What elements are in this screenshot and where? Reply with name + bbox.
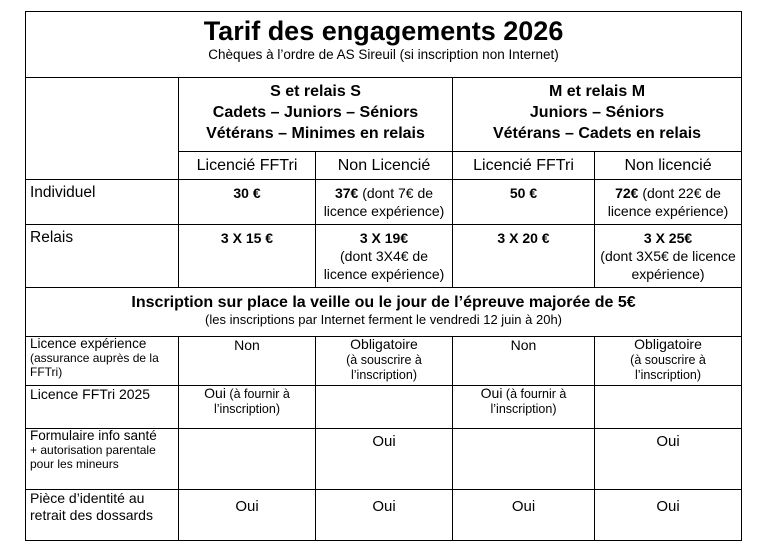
- group-s-header: [179, 78, 453, 152]
- group-m-line2: Juniors – Séniors: [529, 104, 665, 121]
- licence-exp-m-licencie: Non: [453, 337, 595, 386]
- group-m-line1: M et relais M: [549, 83, 646, 100]
- page-title: Tarif des engagements 2026: [203, 16, 564, 46]
- piece-id-s-non: Oui: [316, 490, 453, 541]
- formulaire-s-licencie: [179, 429, 316, 490]
- formulaire-m-non: Oui: [595, 429, 742, 490]
- individuel-m-non: [595, 180, 742, 225]
- licence-exp-s-non: [316, 337, 453, 386]
- row-label-licence-fftri: Licence FFTri 2025: [26, 386, 179, 429]
- row-piece-identite: [26, 490, 742, 541]
- formulaire-label: Formulaire info santé: [30, 428, 157, 443]
- row-label-licence-experience: [26, 337, 179, 386]
- relais-s-non: [316, 225, 453, 288]
- individuel-s-non-note: (dont 7€ de licence expérience): [323, 185, 445, 219]
- piece-id-m-licencie: Oui: [453, 490, 595, 541]
- individuel-m-licencie-value: 50 €: [509, 185, 538, 201]
- relais-m-licencie-value: 3 X 20 €: [497, 230, 550, 246]
- licence-fftri-s-licencie: [179, 386, 316, 429]
- individuel-m-licencie: [453, 180, 595, 225]
- licence-fftri-s-licencie-value: Oui: [204, 385, 226, 401]
- licence-exp-s-non-note: (à souscrire à l’inscription): [346, 353, 422, 382]
- group-m-line3: Vétérans – Cadets en relais: [492, 125, 702, 142]
- relais-m-non: [595, 225, 742, 288]
- title-cell: [26, 12, 742, 78]
- individuel-s-non: [316, 180, 453, 225]
- individuel-s-licencie: [179, 180, 316, 225]
- relais-m-non-value: 3 X 25€: [643, 230, 693, 246]
- licence-fftri-m-non: [595, 386, 742, 429]
- row-individuel: [26, 180, 742, 225]
- individuel-s-licencie-value: 30 €: [233, 185, 261, 201]
- empty-corner-cell: [26, 78, 179, 180]
- individuel-s-non-value: 37€: [334, 185, 359, 201]
- col-m-licencie: Licencié FFTri: [453, 152, 595, 180]
- group-s-line3: Vétérans – Minimes en relais: [206, 125, 425, 142]
- relais-m-non-note: (dont 3X5€ de licence expérience): [600, 248, 736, 282]
- late-registration-notice: [26, 288, 742, 337]
- licence-fftri-s-licencie-note: (à fournir à l’inscription): [214, 387, 290, 416]
- group-m-header: [453, 78, 742, 152]
- individuel-m-non-note: (dont 22€ de licence expérience): [607, 185, 729, 219]
- row-label-individuel: Individuel: [26, 180, 179, 225]
- licence-fftri-m-licencie-value: Oui: [480, 385, 503, 401]
- row-label-relais: Relais: [26, 225, 179, 288]
- tarif-table: [25, 11, 742, 541]
- individuel-m-non-value: 72€: [615, 185, 639, 201]
- page-subtitle: Chèques à l’ordre de AS Sireuil (si inscription non Internet): [208, 47, 559, 62]
- piece-id-s-licencie: Oui: [179, 490, 316, 541]
- licence-fftri-s-non: [316, 386, 453, 429]
- col-s-licencie: Licencié FFTri: [179, 152, 316, 180]
- formulaire-note: + autorisation parentale pour les mineurs: [30, 443, 156, 471]
- licence-fftri-m-licencie-note: (à fournir à l’inscription): [490, 387, 567, 416]
- relais-s-non-note: (dont 3X4€ de licence expérience): [323, 248, 445, 282]
- relais-s-licencie-value: 3 X 15 €: [220, 230, 274, 246]
- licence-exp-m-non-value: Obligatoire: [634, 336, 702, 352]
- licence-exp-s-non-value: Obligatoire: [350, 336, 418, 352]
- licence-exp-m-non-note: (à souscrire à l’inscription): [630, 353, 706, 382]
- relais-s-licencie: [179, 225, 316, 288]
- formulaire-s-non: Oui: [316, 429, 453, 490]
- col-m-non-licencie: Non licencié: [595, 152, 742, 180]
- row-formulaire-sante: [26, 429, 742, 490]
- group-s-line1: S et relais S: [270, 83, 361, 100]
- licence-experience-note: (assurance auprès de la FFTri): [30, 351, 159, 379]
- col-s-non-licencie: Non Licencié: [316, 152, 453, 180]
- licence-exp-m-non: [595, 337, 742, 386]
- licence-experience-label: Licence expérience: [30, 336, 147, 351]
- relais-m-licencie: [453, 225, 595, 288]
- notice-sub: (les inscriptions par Internet ferment le vendredi 12 juin à 20h): [205, 312, 562, 327]
- licence-fftri-m-licencie: [453, 386, 595, 429]
- relais-s-non-value: 3 X 19€: [359, 230, 409, 246]
- formulaire-m-licencie: [453, 429, 595, 490]
- row-label-formulaire: [26, 429, 179, 490]
- row-licence-experience: [26, 337, 742, 386]
- notice-main: Inscription sur place la veille ou le jour de l’épreuve majorée de 5€: [131, 294, 636, 311]
- row-licence-fftri: [26, 386, 742, 429]
- row-label-piece-identite: Pièce d’identité au retrait des dossards: [26, 490, 179, 541]
- licence-exp-s-licencie: Non: [179, 337, 316, 386]
- row-relais: [26, 225, 742, 288]
- piece-id-m-non: Oui: [595, 490, 742, 541]
- group-s-line2: Cadets – Juniors – Séniors: [212, 104, 419, 121]
